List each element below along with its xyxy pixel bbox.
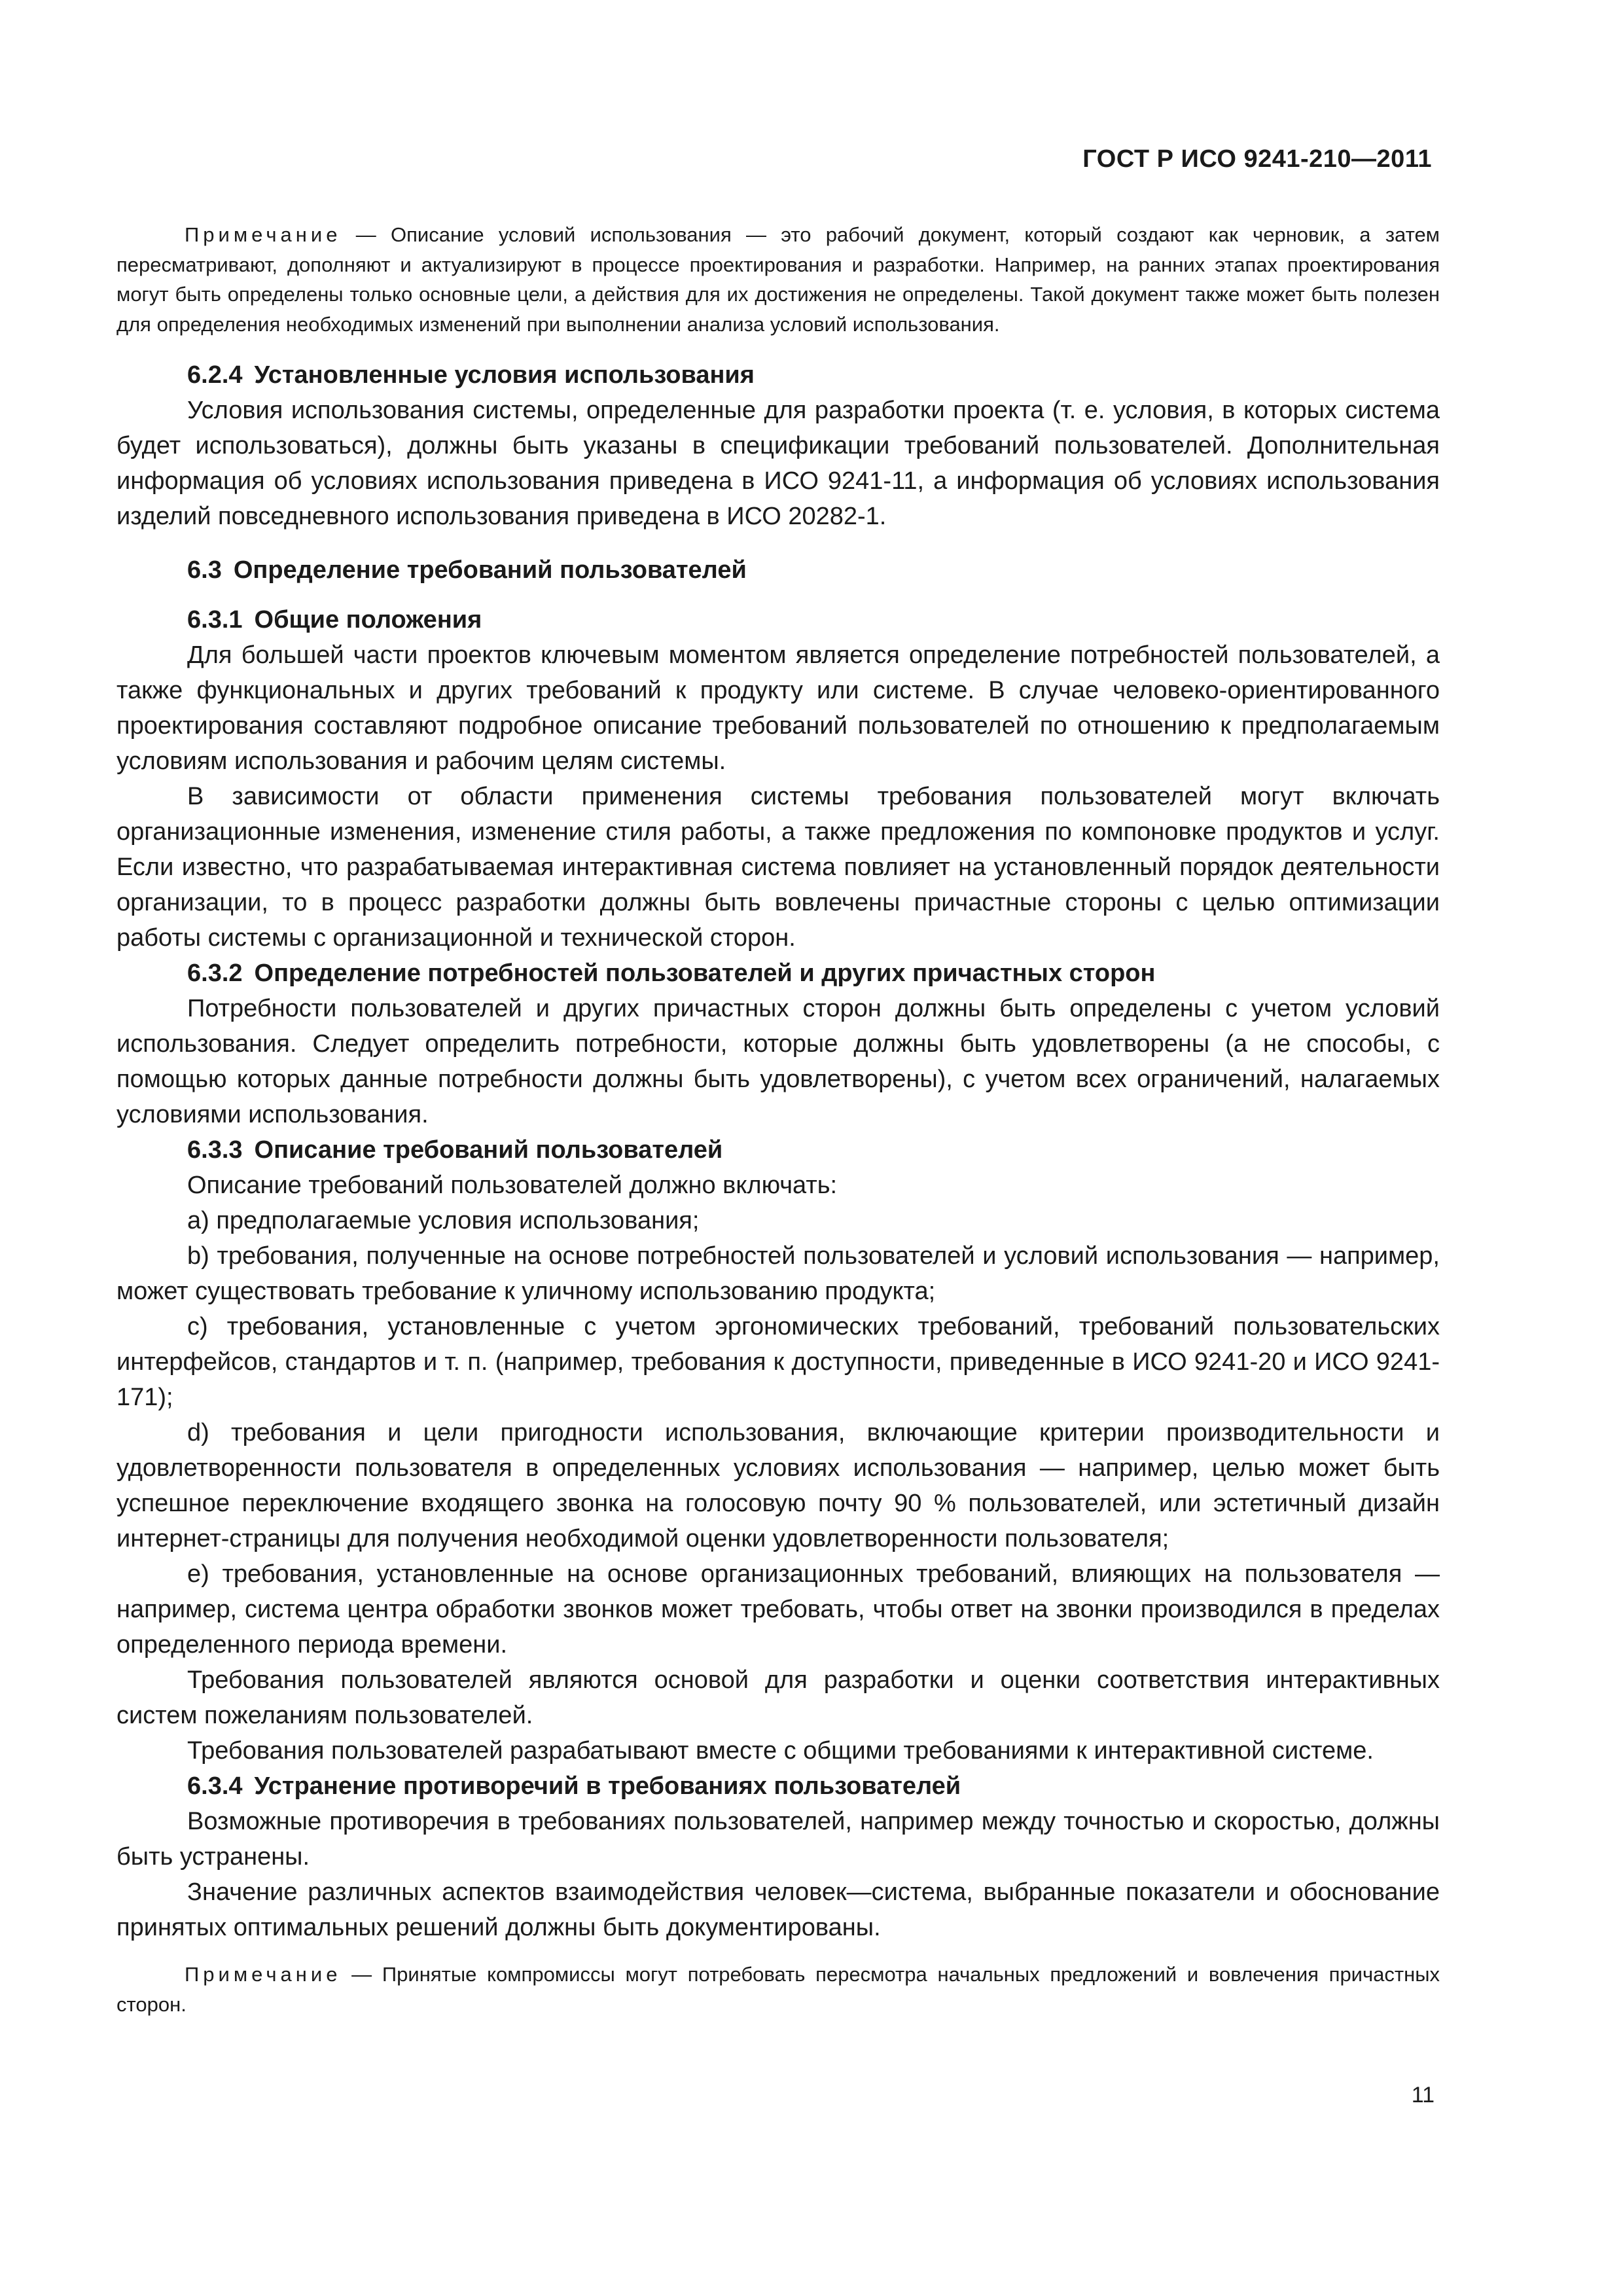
paragraph: Потребности пользователей и других причастных сторон должны быть определены с учетом условий использования. Следует определить потребности, которые должны быть удовлетворены (а не способы, с помощью которых данные потребности должны быть удовлетворены), с учетом всех ограничений, налагаемых условиями использования. — [116, 995, 1440, 1128]
section-number: 6.3.4 — [187, 1772, 243, 1800]
note-label: Примечание — [185, 1963, 342, 1986]
list-item-a: a) предполагаемые условия использования; — [187, 1207, 700, 1234]
section-number: 6.3 — [187, 556, 222, 584]
list-item-c: c) требования, установленные с учетом эргономических требований, требований пользовательских интерфейсов, стандартов и т. п. (например, требования к доступности, приведенные в ИСО 9241-20 и ИСО 9241-171); — [116, 1313, 1440, 1411]
list-item-b: b) требования, полученные на основе потребностей пользователей и условий использования — например, может существовать требование к уличному использованию продукта; — [116, 1242, 1440, 1305]
section-title: Установленные условия использования — [254, 361, 755, 389]
paragraph: Описание требований пользователей должно включать: — [187, 1172, 838, 1199]
section-heading-6-3-1 — [116, 602, 1440, 637]
paragraph: Значение различных аспектов взаимодействия человек—система, выбранные показатели и обоснование принятых оптимальных решений должны быть документированы. — [116, 1878, 1440, 1941]
page-number: 11 — [1411, 2083, 1435, 2108]
paragraph: Возможные противоречия в требованиях пользователей, например между точностью и скоростью, должны быть устранены. — [116, 1808, 1440, 1871]
note-text: — Принятые компромиссы могут потребовать пересмотра начальных предложений и вовлечения причастных сторон. — [116, 1963, 1440, 2016]
note-text: — Описание условий использования — это рабочий документ, который создают как черновик, а затем пересматривают, дополняют и актуализируют в процессе проектирования и разработки. Например, на ранних этапах проектирования могут быть определены только основные цели, а действия для их достижения не определены. Такой документ также может быть полезен для определения необходимых изменений при выполнении анализа условий использования. — [116, 223, 1440, 336]
section-title: Определение потребностей пользователей и других причастных сторон — [254, 960, 1156, 987]
document-code-header: ГОСТ Р ИСО 9241-210—2011 — [1082, 145, 1432, 173]
note-label: Примечание — [185, 223, 342, 246]
section-heading-6-3-4 — [116, 1768, 1440, 1804]
page-content — [116, 220, 1440, 2019]
section-heading-6-3 — [116, 552, 1440, 588]
section-title: Общие положения — [254, 606, 482, 634]
paragraph: Требования пользователей разрабатывают вместе с общими требованиями к интерактивной системе. — [187, 1737, 1374, 1765]
note-paragraph — [116, 1960, 1440, 2019]
section-title: Описание требований пользователей — [254, 1136, 723, 1164]
list-item-d: d) требования и цели пригодности использования, включающие критерии производительности и удовлетворенности пользователя в определенных условиях использования — например, целью может быть успешное переключение входящего звонка на голосовую почту 90 % пользователей, или эстетичный дизайн интернет-страницы для получения необходимой оценки удовлетворенности пользователя; — [116, 1419, 1440, 1552]
paragraph: Условия использования системы, определенные для разработки проекта (т. е. условия, в которых система будет использоваться), должны быть указаны в спецификации требований пользователей. Дополнительная информация об условиях использования приведена в ИСО 9241-11, а информация об условиях использования изделий повседневного использования приведена в ИСО 20282-1. — [116, 397, 1440, 530]
section-title: Устранение противоречий в требованиях пользователей — [254, 1772, 961, 1800]
note-paragraph — [116, 220, 1440, 339]
paragraph: В зависимости от области применения системы требования пользователей могут включать организационные изменения, изменение стиля работы, а также предложения по компоновке продуктов и услуг. Если известно, что разрабатываемая интерактивная система повлияет на установленный порядок деятельности организации, то в процесс разработки должны быть вовлечены причастные стороны с целью оптимизации работы системы с организационной и технической сторон. — [116, 783, 1440, 952]
list-item-e: e) требования, установленные на основе организационных требований, влияющих на пользователя — например, система центра обработки звонков может требовать, чтобы ответ на звонки производился в пределах определенного периода времени. — [116, 1560, 1440, 1659]
section-number: 6.3.1 — [187, 606, 243, 634]
section-heading-6-3-2 — [116, 956, 1440, 991]
section-number: 6.2.4 — [187, 361, 243, 389]
section-number: 6.3.2 — [187, 960, 243, 987]
section-title: Определение требований пользователей — [233, 556, 747, 584]
paragraph: Требования пользователей являются основой для разработки и оценки соответствия интерактивных систем пожеланиям пользователей. — [116, 1666, 1440, 1729]
paragraph: Для большей части проектов ключевым моментом является определение потребностей пользователей, а также функциональных и других требований к продукту или системе. В случае человеко-ориентированного проектирования составляют подробное описание требований пользователей по отношению к предполагаемым условиям использования и рабочим целям системы. — [116, 641, 1440, 775]
section-number: 6.3.3 — [187, 1136, 243, 1164]
section-heading-6-3-3 — [116, 1132, 1440, 1168]
section-heading-6-2-4 — [116, 357, 1440, 393]
